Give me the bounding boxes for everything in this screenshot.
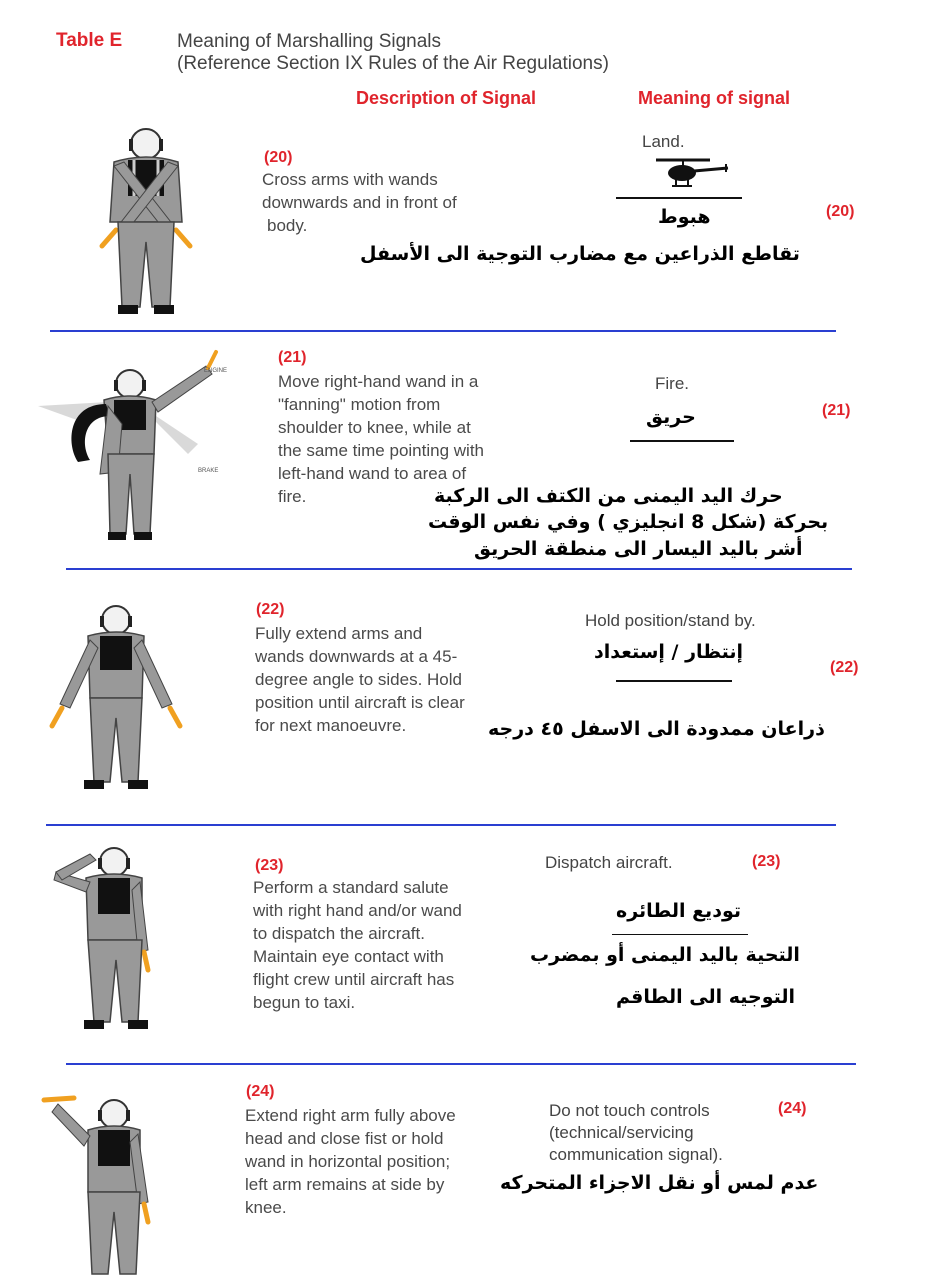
marshaller-figure-arm-raised xyxy=(40,1092,170,1280)
desc-line: for next manoeuvre. xyxy=(255,716,407,735)
signal-number-right: (20) xyxy=(826,203,855,220)
signal-meaning: Hold position/stand by. xyxy=(585,611,756,630)
desc-line: fire. xyxy=(278,487,307,506)
desc-line: Cross arms with wands xyxy=(262,170,438,189)
desc-line: head and close fist or hold xyxy=(245,1129,444,1148)
desc-line: begun to taxi. xyxy=(253,993,356,1012)
desc-line: Perform a standard salute xyxy=(253,878,449,897)
desc-arabic: تقاطع الذراعين مع مضارب التوجية الى الأسفل xyxy=(360,243,800,265)
desc-line: knee. xyxy=(245,1198,287,1217)
signal-meaning: Dispatch aircraft. xyxy=(545,853,673,872)
desc-arabic: عدم لمس أو نقل الاجزاء المتحركه xyxy=(500,1172,819,1194)
meaning-arabic: إنتظار / إستعداد xyxy=(594,641,744,663)
desc-line: "fanning" motion from xyxy=(278,395,441,414)
signal-number: (22) xyxy=(256,601,285,618)
signal-number: (20) xyxy=(264,149,293,166)
meaning-line: communication signal). xyxy=(549,1145,723,1164)
signal-meaning: Fire. xyxy=(655,374,689,393)
signal-description xyxy=(262,168,532,237)
signal-meaning: Land. xyxy=(642,132,685,151)
meaning-line: (technical/servicing xyxy=(549,1123,694,1142)
desc-line: flight crew until aircraft has xyxy=(253,970,455,989)
marshaller-figure-cross-arms xyxy=(96,122,206,322)
meaning-line: Do not touch controls xyxy=(549,1101,710,1120)
figure-label-brake: BRAKE xyxy=(198,468,219,474)
desc-line: position until aircraft is clear xyxy=(255,693,465,712)
meaning-underline xyxy=(616,197,742,199)
meaning-underline xyxy=(612,934,748,935)
column-header-meaning: Meaning of signal xyxy=(638,88,791,108)
signal-number: (24) xyxy=(246,1083,275,1100)
section-divider xyxy=(66,568,852,570)
table-label: Table E xyxy=(56,30,123,51)
desc-line: left-hand wand to area of xyxy=(278,464,467,483)
signal-description xyxy=(253,876,543,1014)
section-divider xyxy=(50,330,836,332)
helicopter-icon xyxy=(652,156,732,195)
desc-line: degree angle to sides. Hold xyxy=(255,670,462,689)
desc-arabic: حرك اليد اليمنى من الكتف الى الركبة xyxy=(434,485,783,507)
marshaller-figure-fanning xyxy=(28,344,248,544)
signal-meaning xyxy=(549,1100,723,1166)
meaning-underline xyxy=(616,680,732,682)
desc-line: Fully extend arms and xyxy=(255,624,423,643)
meaning-arabic: توديع الطائره xyxy=(616,900,741,922)
marshaller-figure-arms-down-45 xyxy=(46,600,186,796)
desc-line: left arm remains at side by xyxy=(245,1175,445,1194)
signal-number-right: (21) xyxy=(822,402,851,419)
marshaller-figure-salute xyxy=(50,842,170,1038)
signal-number-right: (24) xyxy=(778,1100,807,1117)
desc-line: with right hand and/or wand xyxy=(253,901,462,920)
desc-arabic: التوجيه الى الطاقم xyxy=(616,986,796,1008)
meaning-arabic: هبوط xyxy=(658,206,711,228)
desc-line: Extend right arm fully above xyxy=(245,1106,456,1125)
column-header-description: Description of Signal xyxy=(356,88,537,108)
desc-arabic: أشر باليد اليسار الى منطقة الحريق xyxy=(474,538,803,560)
desc-arabic: بحركة (شكل 8 انجليزي ) وفي نفس الوقت xyxy=(428,511,829,533)
meaning-arabic: حريق xyxy=(646,406,696,428)
signal-description xyxy=(245,1104,535,1219)
meaning-underline xyxy=(630,440,734,442)
desc-line: the same time pointing with xyxy=(278,441,484,460)
section-divider xyxy=(46,824,836,826)
signal-number-right: (22) xyxy=(830,659,859,676)
table-title: Meaning of Marshalling Signals xyxy=(177,31,442,52)
desc-line: Maintain eye contact with xyxy=(253,947,444,966)
desc-line: body. xyxy=(267,216,308,235)
table-subtitle: (Reference Section IX Rules of the Air Regulations) xyxy=(177,53,609,74)
desc-arabic: التحية باليد اليمنى أو بمضرب xyxy=(530,944,800,966)
desc-line: wand in horizontal position; xyxy=(245,1152,451,1171)
desc-line: to dispatch the aircraft. xyxy=(253,924,425,943)
desc-arabic: ذراعان ممدودة الى الاسفل ٤٥ درجه xyxy=(488,718,825,740)
desc-line: downwards and in front of xyxy=(262,193,457,212)
desc-line: shoulder to knee, while at xyxy=(278,418,471,437)
figure-label-engine: ENGINE xyxy=(204,368,228,374)
desc-line: Move right-hand wand in a xyxy=(278,372,479,391)
signal-number: (23) xyxy=(255,857,284,874)
desc-line: wands downwards at a 45- xyxy=(255,647,458,666)
section-divider xyxy=(66,1063,856,1065)
signal-number-right: (23) xyxy=(752,853,781,870)
signal-number: (21) xyxy=(278,349,307,366)
